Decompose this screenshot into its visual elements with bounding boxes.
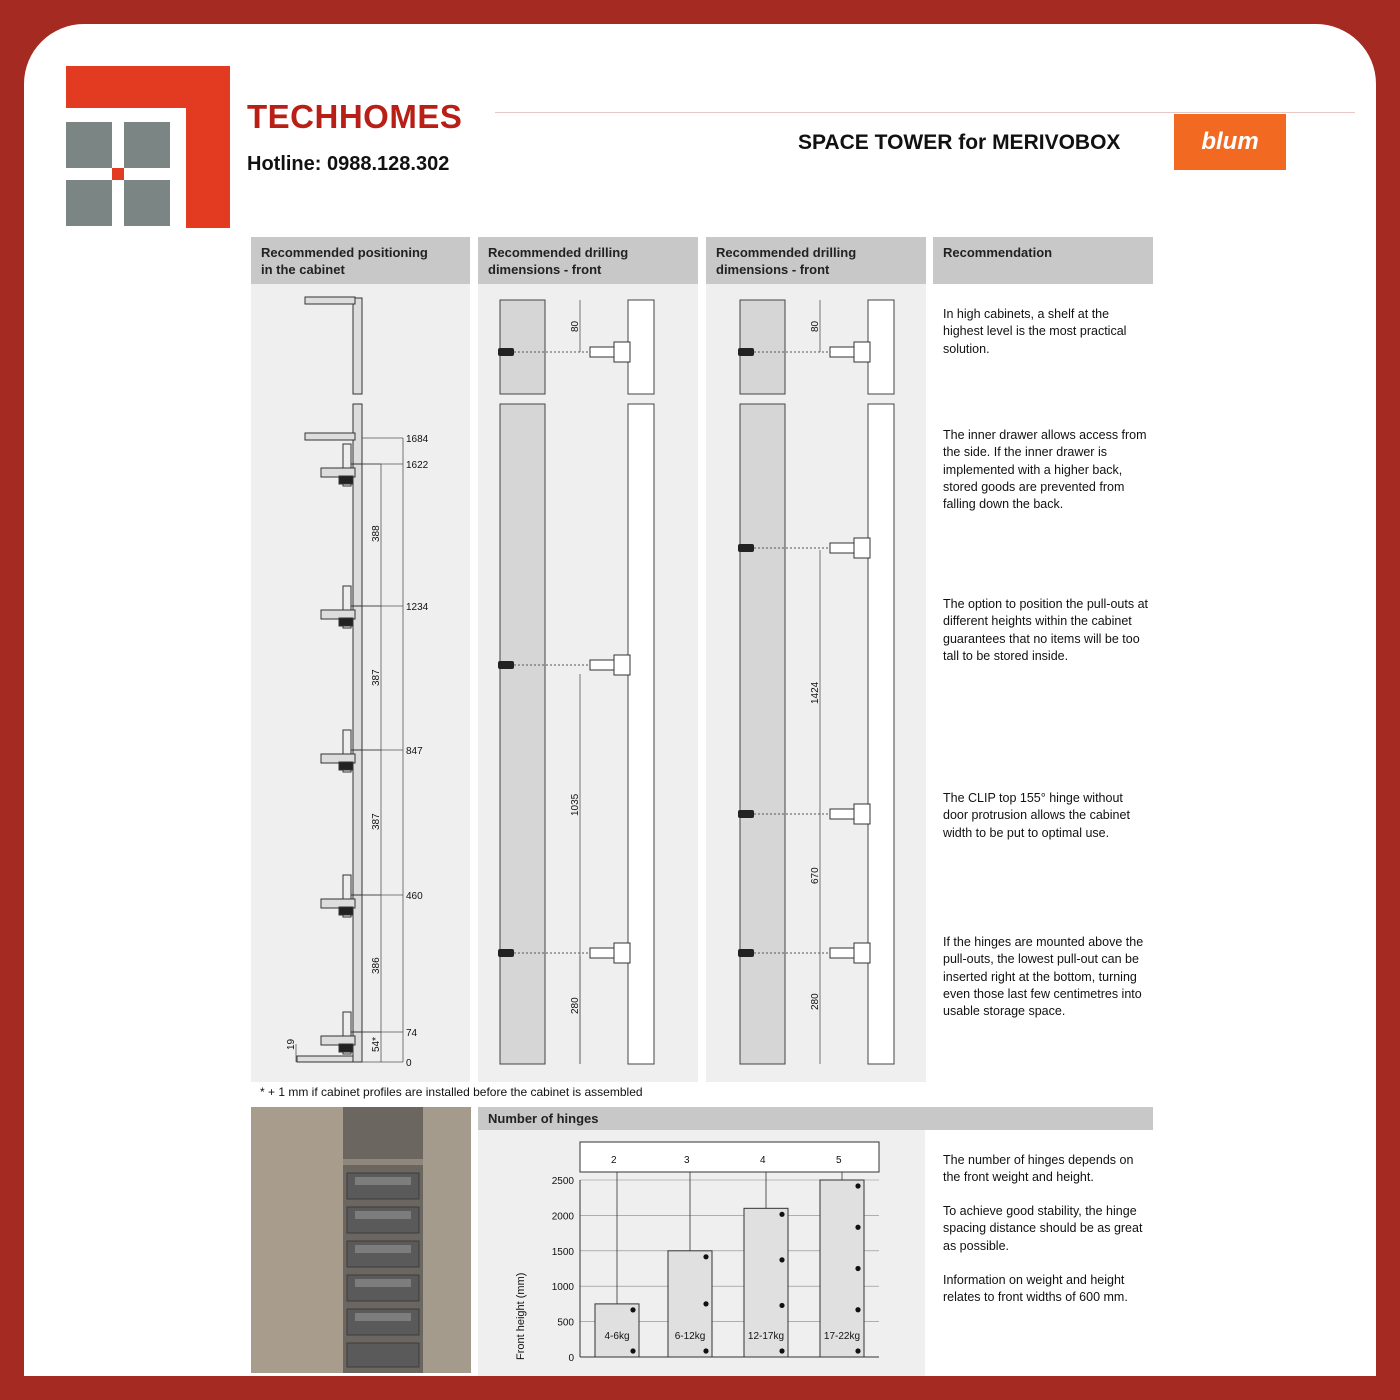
drilling-diagram-b [706,284,926,1084]
level-1684: 1684 [406,434,429,445]
hinge-count-label: 5 [836,1155,842,1166]
page-title: SPACE TOWER for MERIVOBOX [798,131,1121,154]
cabinet-photo [251,1107,471,1373]
column-heading-drilling-b: Recommended drilling dimensions - front [706,237,926,284]
drawer-3 [321,730,381,772]
hinge-dot [703,1301,708,1306]
hinge-dot [855,1266,860,1271]
recommendation-4: The CLIP top 155° hinge without door protrusion allows the cabinet width to be put to optimal use. [943,791,1130,840]
y-tick-label: 2000 [551,1211,574,1223]
y-tick-label: 0 [568,1353,574,1364]
hinge-dot [630,1348,635,1353]
gap-388: 388 [371,525,382,542]
hinge-count-label: 4 [760,1155,766,1166]
hinge-dot [855,1307,860,1312]
hinge-dot [855,1348,860,1353]
footnote: * + 1 mm if cabinet profiles are installed before the cabinet is assembled [260,1085,643,1099]
techhomes-logo-icon [66,66,230,228]
y-tick-label: 1000 [551,1282,574,1294]
hinge-dot [703,1348,708,1353]
recommendation-2: The inner drawer allows access from the side. If the inner drawer is implemented with a higher back, stored goods are prevented from falling down the back. [943,428,1147,512]
hinge-count-label: 2 [611,1155,617,1166]
weight-label: 4-6kg [604,1331,630,1342]
hinge-dot [855,1225,860,1230]
recommendation-1: In high cabinets, a shelf at the highest level is the most practical solution. [943,307,1127,356]
level-1622: 1622 [406,460,429,471]
drawer-2 [321,586,381,628]
hinges-note-1: The number of hinges depends on the front weight and height. [943,1153,1134,1185]
drill-b-dim-670: 670 [810,867,821,884]
y-tick-label: 500 [557,1317,574,1329]
hinge-dot [703,1254,708,1259]
y-tick-label: 1500 [551,1246,574,1258]
hotline: Hotline: 0988.128.302 [247,153,450,175]
blum-logo: blum [1174,114,1286,170]
drill-a-dim-280: 280 [570,997,581,1014]
drill-a-dim-1035: 1035 [570,793,581,816]
drill-b-dim-1424: 1424 [810,681,821,704]
drawer-1 [321,444,381,486]
hinge-dot [855,1183,860,1188]
bottom-19: 19 [286,1038,297,1050]
chart-y-label: Front height (mm) [515,1272,527,1360]
hinge-dot [779,1303,784,1308]
hinges-chart [478,1130,925,1376]
hinge-dot [779,1348,784,1353]
column-heading-drilling-a: Recommended drilling dimensions - front [478,237,698,284]
hinge-dot [779,1212,784,1217]
weight-label: 6-12kg [674,1331,706,1342]
hinges-note-3: Information on weight and height relates to front widths of 600 mm. [943,1273,1128,1305]
y-tick-label: 2500 [551,1176,574,1187]
gap-387-b: 387 [371,813,382,830]
positioning-diagram [251,284,470,1084]
column-heading-positioning: Recommended positioning in the cabinet [251,237,470,284]
drill-b-dim-280: 280 [810,993,821,1010]
hinge-dot [630,1307,635,1312]
gap-386: 386 [371,957,382,974]
gap-54: 54* [371,1036,382,1052]
hinges-note-2: To achieve good stability, the hinge spacing distance should be as great as possible. [943,1204,1143,1253]
gap-387-a: 387 [371,669,382,686]
recommendation-3: The option to position the pull-outs at different heights within the cabinet guarantees that no items will be too tall to be stored inside. [943,597,1148,663]
drill-a-top: 80 [570,320,581,332]
brand-name: TECHHOMES [247,98,463,135]
level-847: 847 [406,746,423,757]
level-0: 0 [406,1058,412,1069]
drill-b-top: 80 [810,320,821,332]
hinges-heading: Number of hinges [478,1107,1153,1130]
hinge-dot [779,1257,784,1262]
level-74: 74 [406,1028,418,1039]
hinge-count-box [580,1142,879,1172]
drilling-diagram-a [478,284,698,1084]
column-heading-recommendation: Recommendation [933,237,1153,284]
hinge-count-label: 3 [684,1155,690,1166]
level-1234: 1234 [406,602,429,613]
level-460: 460 [406,891,423,902]
weight-label: 12-17kg [747,1331,785,1342]
header-rule [495,112,1355,113]
recommendation-5: If the hinges are mounted above the pull-outs, the lowest pull-out can be inserted right at the bottom, turning even those last few centimetres into usable storage space. [943,935,1144,1019]
weight-label: 17-22kg [823,1331,861,1342]
drawer-4 [321,875,381,917]
